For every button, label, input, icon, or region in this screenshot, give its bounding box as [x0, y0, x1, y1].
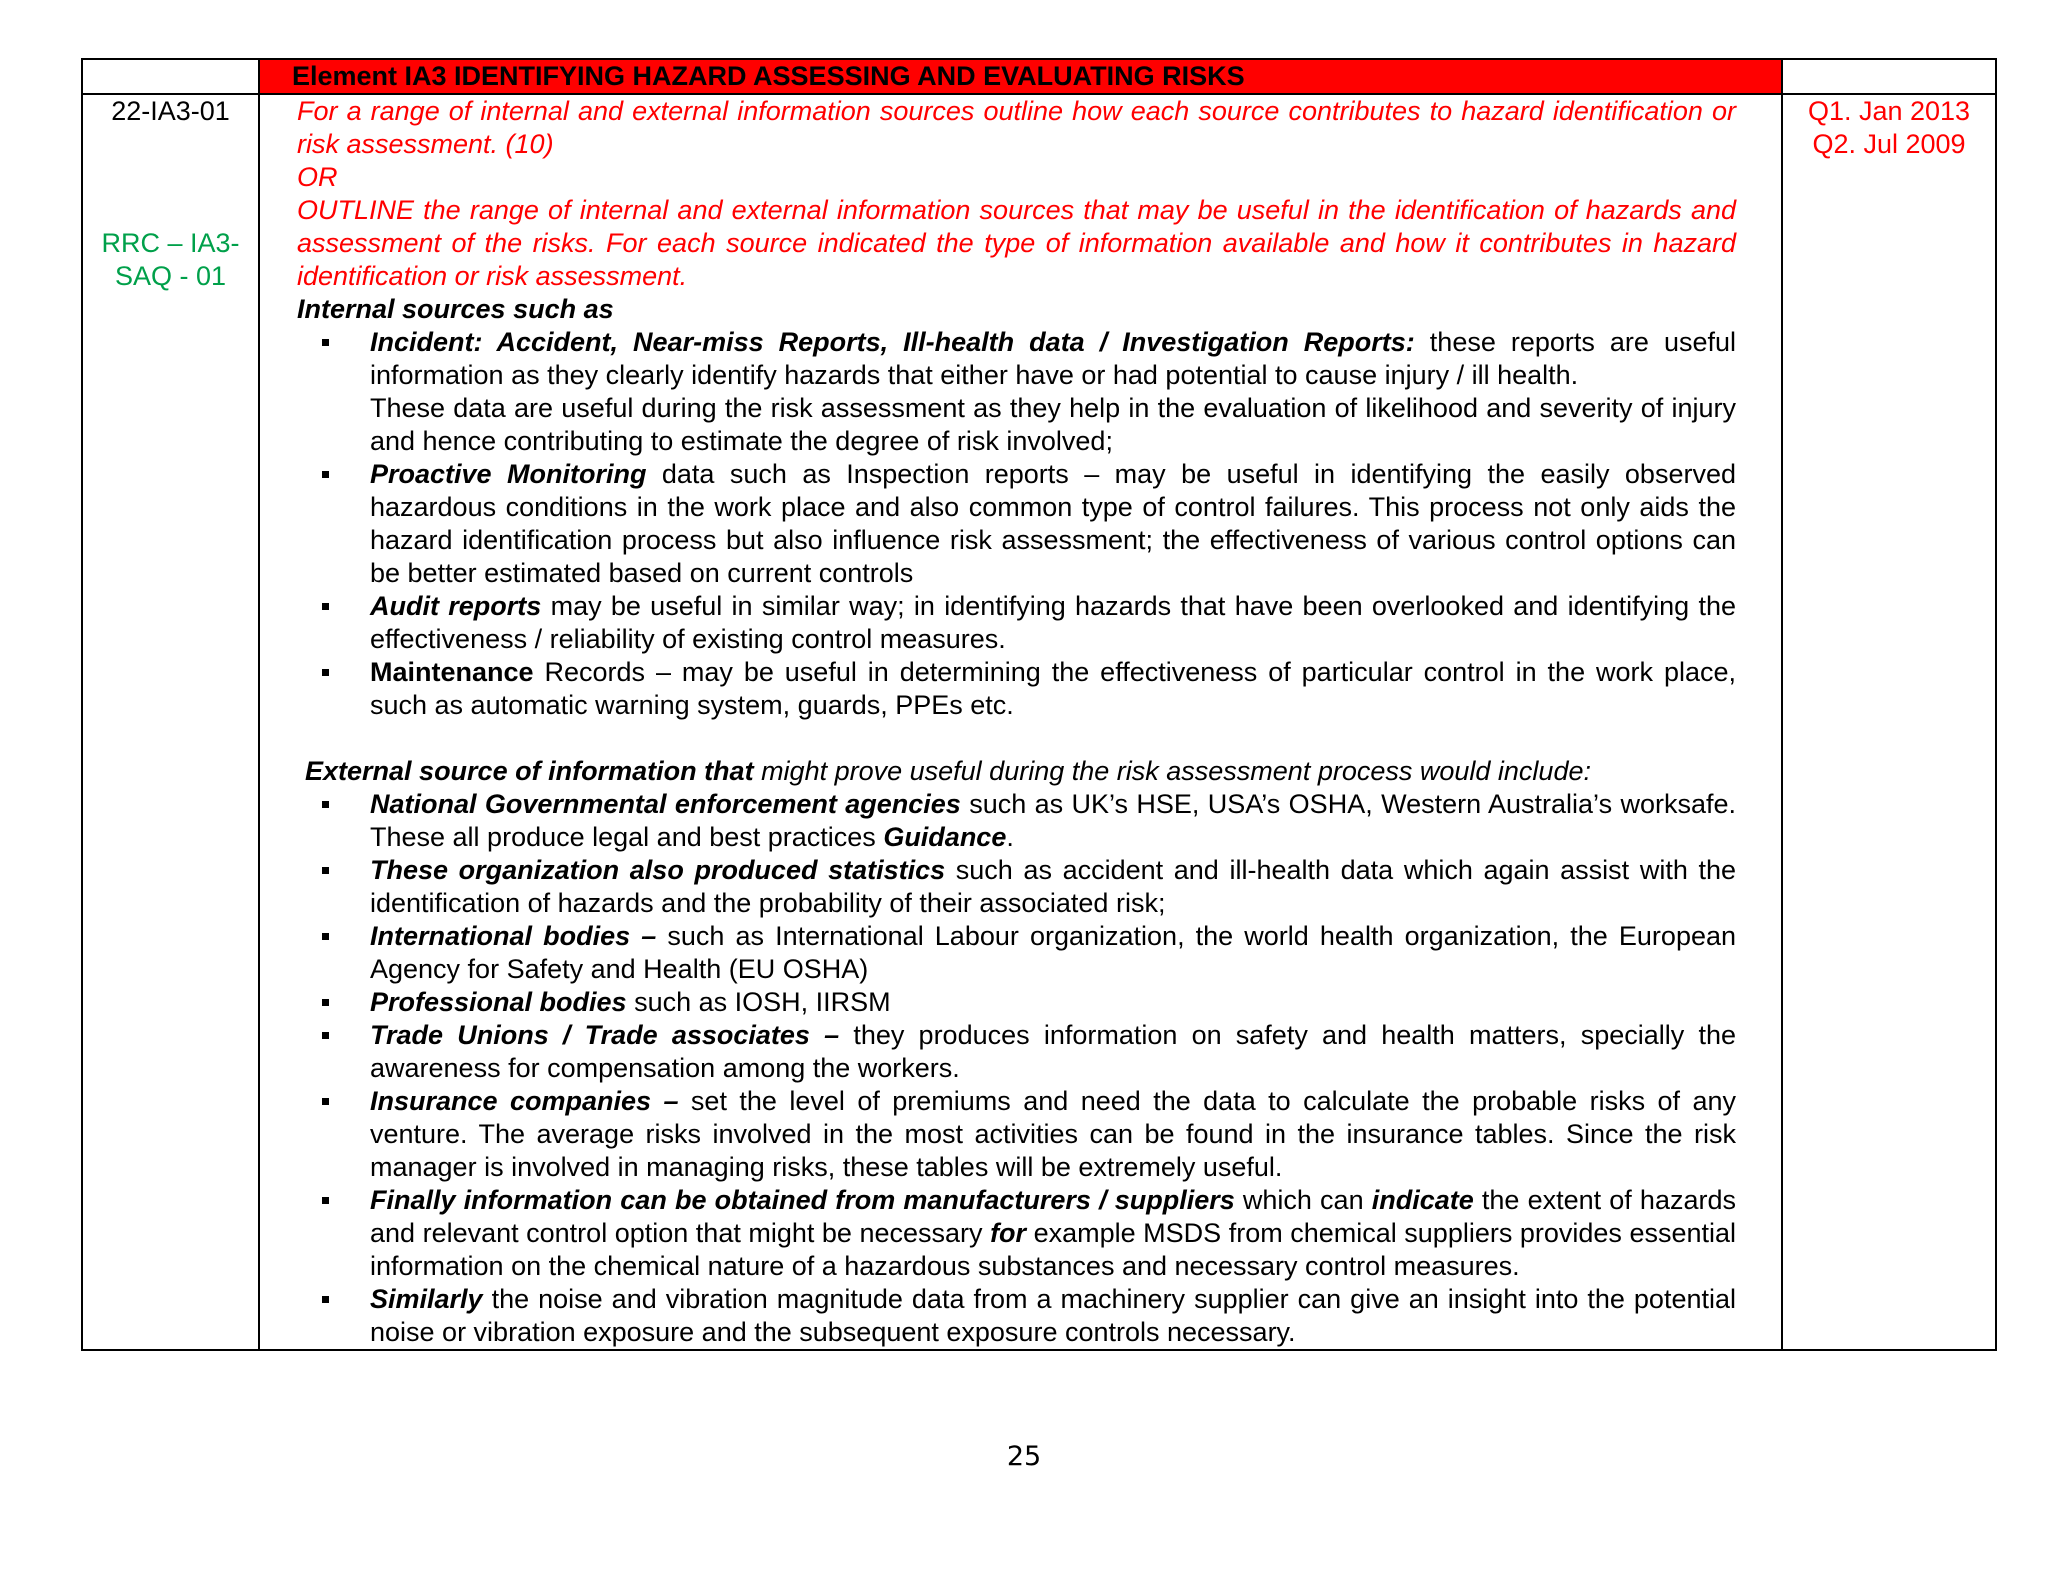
rrc-code: RRC – IA3-SAQ - 01 — [101, 228, 240, 291]
item-text: these reports are useful information as they clearly identify hazards that either have or had potential to cause injury / ill health. — [370, 327, 1736, 390]
item-text: such as IOSH, IIRSM — [626, 987, 891, 1017]
item-text: data such as Inspection reports – may be useful in identifying the easily observed hazardous conditions in the work place and also common type of control failures. This process not only aids the hazard identification process but also influence risk assessment; the effectiveness of various control options can be better estimated based on current controls — [370, 459, 1736, 588]
header-left-cell — [82, 59, 259, 94]
question-or: OR — [297, 162, 338, 192]
item-lead: Similarly — [370, 1284, 483, 1314]
item-lead: Maintenance — [370, 657, 534, 687]
item-text: they produces information on safety and health matters, specially the awareness for compensation among the workers. — [370, 1020, 1736, 1083]
list-item — [370, 854, 1736, 920]
external-sources-list — [297, 788, 1736, 1349]
content-table — [81, 58, 1997, 1351]
header-row — [82, 59, 1996, 94]
list-item — [370, 1019, 1736, 1085]
list-item — [370, 656, 1736, 722]
item-lead: National Governmental enforcement agencies — [370, 789, 961, 819]
item-text: Records – may be useful in determining the effectiveness of particular control in the work place, such as automatic warning system, guards, PPEs etc. — [370, 657, 1736, 720]
item-text: set the level of premiums and need the data to calculate the probable risks of any venture. The average risks involved in the most activities can be found in the insurance tables. Since the risk manager is involved in managing risks, these tables will be extremely useful. — [370, 1086, 1736, 1182]
question-part-1: For a range of internal and external information sources outline how each source contributes to hazard identification or risk assessment. (10) — [297, 96, 1736, 159]
external-title-bold: External source of information that — [305, 756, 754, 786]
item-tail: . — [1006, 822, 1014, 852]
item-lead: Insurance companies – — [370, 1086, 679, 1116]
item-text: such as accident and ill-health data which again assist with the identification of hazards and the probability of their associated risk; — [370, 855, 1736, 918]
element-title: Element IA3 IDENTIFYING HAZARD ASSESSING AND EVALUATING RISKS — [259, 59, 1782, 94]
header-right-cell — [1782, 59, 1996, 94]
item-text: may be useful in similar way; in identifying hazards that have been overlooked and identifying the effectiveness / reliability of existing control measures. — [370, 591, 1736, 654]
item-lead: Trade Unions / Trade associates – — [370, 1020, 840, 1050]
item-lead: Incident: Accident, Near-miss Reports, Ill-health data / Investigation Reports: — [370, 327, 1415, 357]
item-lead: Professional bodies — [370, 987, 627, 1017]
question-ref-code: 22-IA3-01 — [111, 96, 230, 126]
item-emphasis: for — [990, 1218, 1027, 1248]
list-item — [370, 1283, 1736, 1349]
item-lead: International bodies – — [370, 921, 657, 951]
list-item — [370, 590, 1736, 656]
item-lead: These organization also produced statistics — [370, 855, 946, 885]
exam-date-q1: Q1. Jan 2013 — [1807, 96, 1971, 126]
internal-sources-list — [297, 326, 1736, 722]
item-text: example MSDS from chemical suppliers provides essential information on the chemical nature of a hazardous substances and necessary control measures. — [370, 1218, 1737, 1281]
item-emphasis: indicate — [1371, 1185, 1474, 1215]
list-item — [370, 1184, 1736, 1283]
list-item — [370, 326, 1736, 458]
item-text: such as UK’s HSE, USA’s OSHA, Western Australia’s worksafe. These all produce legal and best practices — [370, 789, 1736, 852]
internal-sources-title: Internal sources such as — [297, 294, 614, 324]
list-item — [370, 920, 1736, 986]
external-sources-title — [297, 755, 1736, 788]
exam-dates-cell — [1782, 94, 1996, 1350]
list-item — [370, 458, 1736, 590]
item-text-continued: These data are useful during the risk assessment as they help in the evaluation of likelihood and severity of injury and hence contributing to estimate the degree of risk involved; — [370, 393, 1736, 456]
item-text: the extent of hazards and relevant control option that might be necessary — [370, 1185, 1736, 1248]
exam-date-q2: Q2. Jul 2009 — [1812, 129, 1966, 159]
question-row — [82, 94, 1996, 1350]
item-text: such as International Labour organization, the world health organization, the European Agency for Safety and Health (EU OSHA) — [370, 921, 1737, 984]
item-lead: Finally information can be obtained from manufacturers / suppliers — [370, 1185, 1235, 1215]
question-text — [297, 95, 1736, 293]
external-title-rest: might prove useful during the risk assessment process would include: — [753, 756, 1591, 786]
list-item — [370, 788, 1736, 854]
item-text: the noise and vibration magnitude data from a machinery supplier can give an insight into the potential noise or vibration exposure and the subsequent exposure controls necessary. — [370, 1284, 1736, 1347]
item-lead: Proactive Monitoring — [370, 459, 647, 489]
list-item — [370, 986, 1736, 1019]
page-number: 25 — [1006, 1441, 1042, 1472]
item-lead: Audit reports — [370, 591, 542, 621]
question-part-2: OUTLINE the range of internal and external information sources that may be useful in the identification of hazards and assessment of the risks. For each source indicated the type of information available and how it contributes in hazard identification or risk assessment. — [297, 195, 1736, 291]
reference-cell — [82, 94, 259, 1350]
item-text: which can — [1234, 1185, 1372, 1215]
item-emphasis: Guidance — [883, 822, 1007, 852]
answer-cell — [259, 94, 1782, 1350]
list-item — [370, 1085, 1736, 1184]
